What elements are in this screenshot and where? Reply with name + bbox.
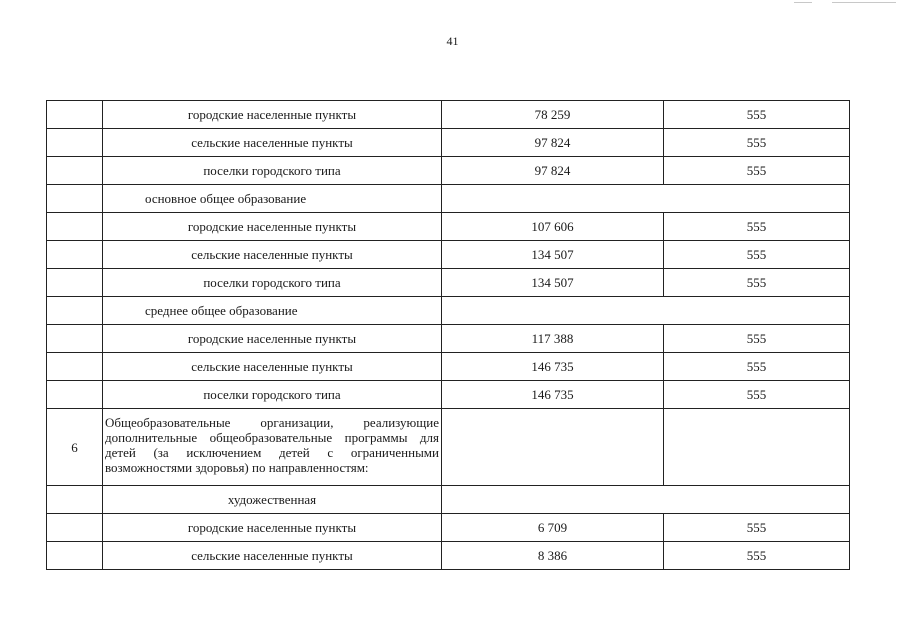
value-cell: 146 735	[442, 353, 664, 381]
extra-value-cell: 555	[664, 269, 850, 297]
extra-value-cell: 555	[664, 381, 850, 409]
extra-value-cell: 555	[664, 129, 850, 157]
name-cell: сельские населенные пункты	[103, 542, 442, 570]
name-cell: Общеобразовательные организации, реализующие дополнительные общеобразовательные программы для детей (за исключением детей с ограниченными возможностями здоровья) по направленностям:	[103, 409, 442, 486]
scan-artifact-line	[832, 2, 896, 3]
section-heading-cell: среднее общее образование	[103, 297, 442, 325]
scan-artifact-line	[794, 2, 812, 3]
name-cell: сельские населенные пункты	[103, 353, 442, 381]
name-cell: поселки городского типа	[103, 381, 442, 409]
row-number-cell	[47, 542, 103, 570]
row-number-cell	[47, 129, 103, 157]
name-cell: городские населенные пункты	[103, 514, 442, 542]
row-number-cell	[47, 514, 103, 542]
row-number-cell: 6	[47, 409, 103, 486]
row-number-cell	[47, 297, 103, 325]
table-row	[47, 101, 850, 129]
table-row	[47, 542, 850, 570]
table-row	[47, 353, 850, 381]
empty-merged-cell	[442, 486, 850, 514]
value-cell: 134 507	[442, 241, 664, 269]
page-number: 41	[446, 34, 459, 48]
extra-value-cell: 555	[664, 213, 850, 241]
empty-merged-cell	[442, 185, 850, 213]
row-number-cell	[47, 101, 103, 129]
extra-value-cell: 555	[664, 157, 850, 185]
data-table	[46, 100, 850, 570]
value-cell: 97 824	[442, 129, 664, 157]
name-cell: сельские населенные пункты	[103, 129, 442, 157]
section-heading-cell: основное общее образование	[103, 185, 442, 213]
name-cell: сельские населенные пункты	[103, 241, 442, 269]
extra-value-cell: 555	[664, 353, 850, 381]
table-row	[47, 409, 850, 486]
value-cell: 78 259	[442, 101, 664, 129]
name-cell: поселки городского типа	[103, 157, 442, 185]
name-cell: городские населенные пункты	[103, 101, 442, 129]
value-cell: 107 606	[442, 213, 664, 241]
value-cell: 134 507	[442, 269, 664, 297]
row-number-cell	[47, 269, 103, 297]
table-row	[47, 325, 850, 353]
table-row	[47, 486, 850, 514]
row-number-cell	[47, 213, 103, 241]
value-cell: 146 735	[442, 381, 664, 409]
row-number-cell	[47, 353, 103, 381]
row-number-cell	[47, 157, 103, 185]
extra-value-cell: 555	[664, 241, 850, 269]
table-row	[47, 297, 850, 325]
table-row	[47, 381, 850, 409]
value-cell: 97 824	[442, 157, 664, 185]
table-row	[47, 213, 850, 241]
value-cell: 8 386	[442, 542, 664, 570]
row-number-cell	[47, 241, 103, 269]
name-cell: городские населенные пункты	[103, 325, 442, 353]
row-number-cell	[47, 381, 103, 409]
name-cell: поселки городского типа	[103, 269, 442, 297]
extra-value-cell: 555	[664, 101, 850, 129]
section-heading-cell: художественная	[103, 486, 442, 514]
table-row	[47, 241, 850, 269]
extra-value-cell: 555	[664, 325, 850, 353]
extra-value-cell	[664, 409, 850, 486]
extra-value-cell: 555	[664, 514, 850, 542]
table-row	[47, 514, 850, 542]
value-cell: 6 709	[442, 514, 664, 542]
empty-merged-cell	[442, 297, 850, 325]
table-row	[47, 157, 850, 185]
name-cell: городские населенные пункты	[103, 213, 442, 241]
row-number-cell	[47, 486, 103, 514]
value-cell	[442, 409, 664, 486]
table-body	[47, 101, 850, 570]
table-row	[47, 129, 850, 157]
table-row	[47, 269, 850, 297]
row-number-cell	[47, 325, 103, 353]
extra-value-cell: 555	[664, 542, 850, 570]
value-cell: 117 388	[442, 325, 664, 353]
table-row	[47, 185, 850, 213]
row-number-cell	[47, 185, 103, 213]
